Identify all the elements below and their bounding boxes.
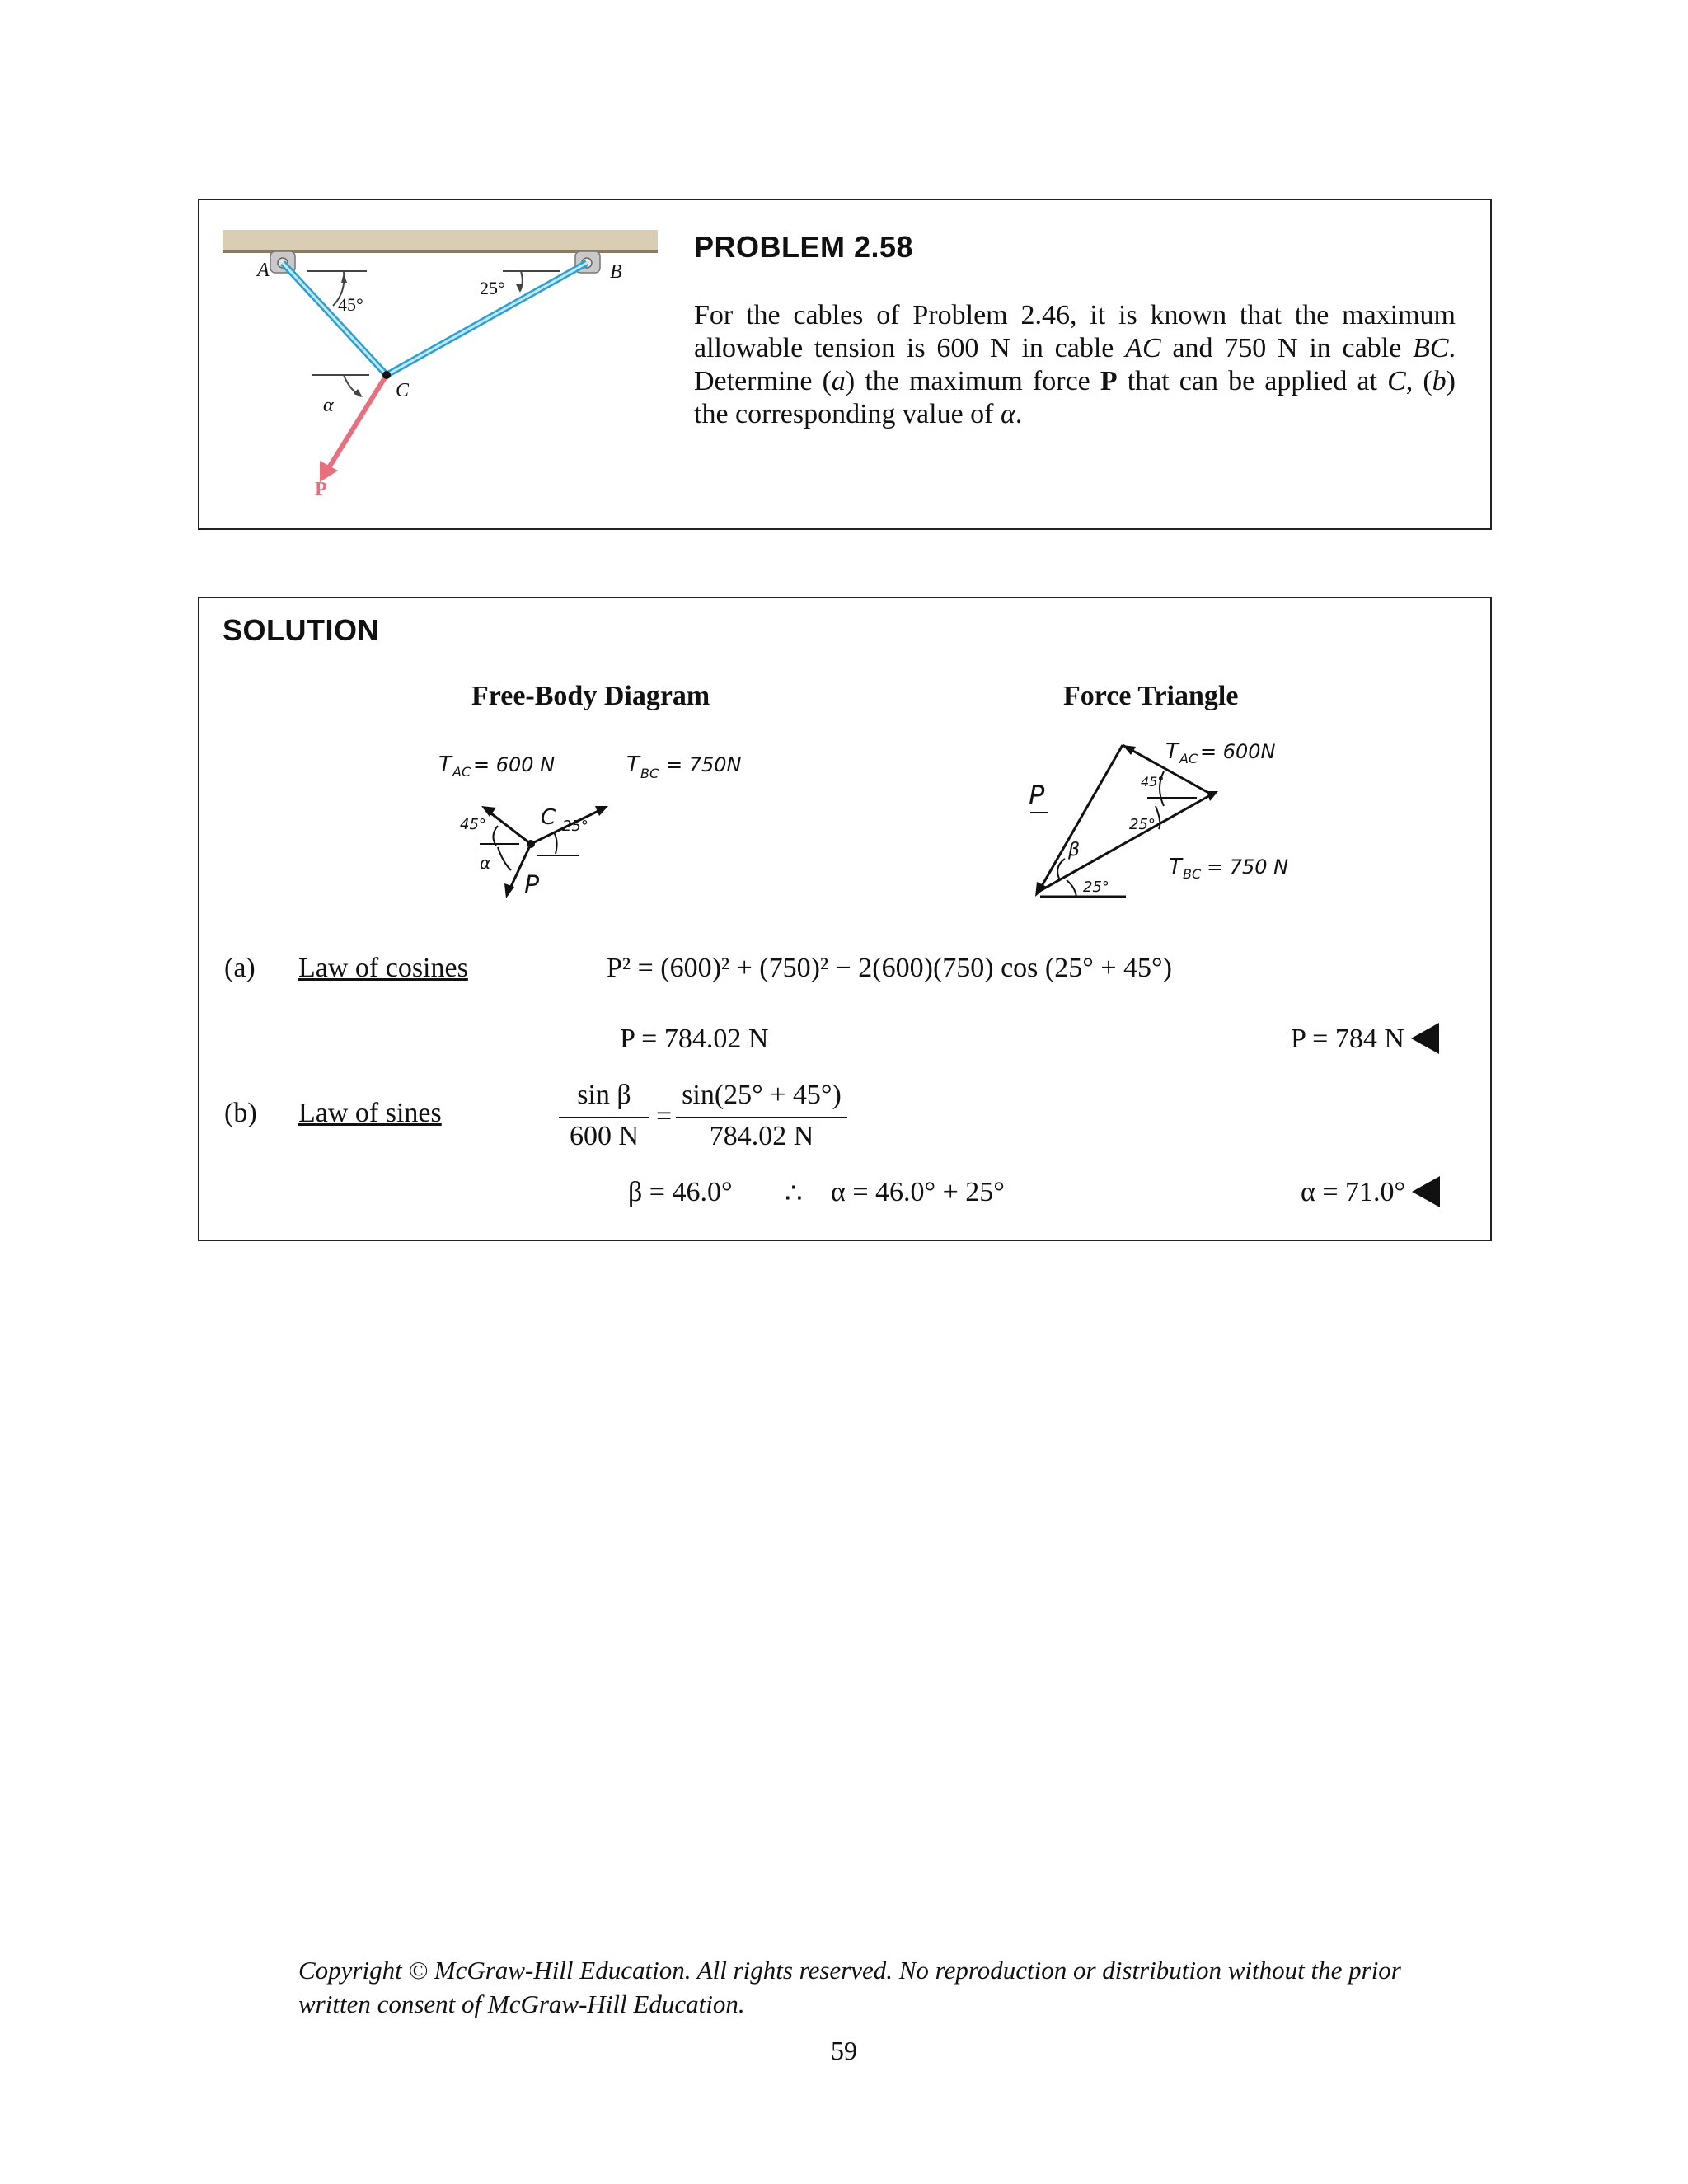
fraction-numerator: sin β [577,1080,631,1110]
triangle-p: P [1029,780,1045,811]
part-a-method: Law of cosines [298,953,468,983]
part-b-answer-text: α = 71.0° [1301,1177,1406,1207]
part-a-label: (a) [224,953,256,983]
statement-alpha: α [1001,399,1015,429]
force-triangle [1024,735,1337,916]
fbd-tac-label: T [438,752,452,777]
angle-25-label: 25° [480,278,505,298]
fbd-tac-value: = 600 N [473,753,556,776]
angle-45-label: 45° [338,294,363,315]
triangle-angle-25-bottom: 25° [1083,879,1109,896]
fraction-denominator: 600 N [569,1121,640,1151]
fbd-alpha: α [480,853,491,873]
part-b-answer [1301,1177,1440,1208]
statement-cable-bc: BC [1413,333,1449,363]
label-b: B [610,261,622,283]
statement-text: . [1015,399,1023,429]
fbd-angle-45: 45° [460,816,486,833]
label-p: P [315,479,327,500]
part-b-label: (b) [224,1098,257,1128]
fbd-tbc-sub: BC [640,766,659,781]
label-c: C [396,380,410,401]
triangle-title: Force Triangle [1063,681,1239,711]
answer-marker-icon [1412,1176,1440,1207]
part-a-result: P = 784.02 N [620,1024,769,1054]
alpha-sum: α = 46.0° + 25° [831,1177,1005,1207]
problem-statement [694,299,1456,431]
triangle-angle-25-top: 25° [1129,816,1156,833]
statement-text: and 750 N in cable [1160,333,1414,363]
statement-part-a: a [831,366,846,396]
fraction-equals: = [656,1101,673,1132]
statement-cable-ac: AC [1125,333,1161,363]
triangle-tac-label: T [1165,739,1179,764]
fbd-tac-sub: AC [452,764,471,780]
statement-force-p: P [1100,366,1118,396]
statement-point-c: C [1387,366,1406,396]
problem-title: PROBLEM 2.58 [694,230,914,264]
fbd-point-c: C [541,805,556,830]
triangle-angle-45: 45° [1141,774,1165,790]
point-c [382,371,391,379]
triangle-beta: β [1068,840,1081,860]
fbd-tbc-label: T [626,752,640,777]
part-a-answer-text: P = 784 N [1291,1024,1404,1054]
label-alpha: α [323,395,334,416]
force-p-arrow [328,375,387,469]
fraction-sin-beta [559,1080,649,1157]
therefore-symbol: ∴ [785,1179,803,1209]
part-a-equation: P² = (600)² + (750)² − 2(600)(750) cos (25° + 45°) [607,953,1172,983]
solution-box [198,597,1492,1241]
free-body-diagram [430,738,776,903]
fraction-sin-sum [676,1080,847,1157]
statement-text: ) the maximum force [845,366,1100,396]
part-b-method: Law of sines [298,1098,442,1128]
problem-figure [214,225,676,505]
page-number: 59 [831,2036,857,2065]
fbd-angle-25: 25° [562,818,588,835]
label-a: A [257,260,270,281]
statement-text: For the cables of Problem 2.46, it is known that the maximum allowable tension is 600 N in cable [694,300,1456,363]
triangle-tbc-value: = 750 N [1207,855,1289,879]
triangle-tbc-sub: BC [1183,866,1202,882]
statement-text: . Determine ( [694,333,1456,396]
answer-marker-icon [1411,1023,1439,1054]
problem-box [198,199,1492,530]
fbd-title: Free-Body Diagram [471,681,710,711]
ceiling-beam [223,230,658,251]
fraction-denominator: 784.02 N [709,1121,814,1151]
part-a-answer [1291,1024,1439,1055]
triangle-tac-value: = 600N [1200,740,1276,763]
fraction-numerator: sin(25° + 45°) [682,1080,842,1110]
copyright-notice: Copyright © McGraw-Hill Education. All rights reserved. No reproduction or distribution without the prior written consent of McGraw-Hill Education. [298,1956,1401,2018]
triangle-tac-sub: AC [1179,751,1198,766]
beta-result: β = 46.0° [628,1177,733,1207]
statement-part-b: b [1432,366,1447,396]
solution-title: SOLUTION [223,613,379,647]
fbd-p: P [524,871,540,900]
fbd-tbc-value: = 750N [666,753,742,776]
statement-text: ) the corresponding value of [694,366,1456,429]
statement-text: that can be applied at [1117,366,1388,396]
triangle-tbc-label: T [1169,855,1182,879]
statement-text: , ( [1405,366,1432,396]
